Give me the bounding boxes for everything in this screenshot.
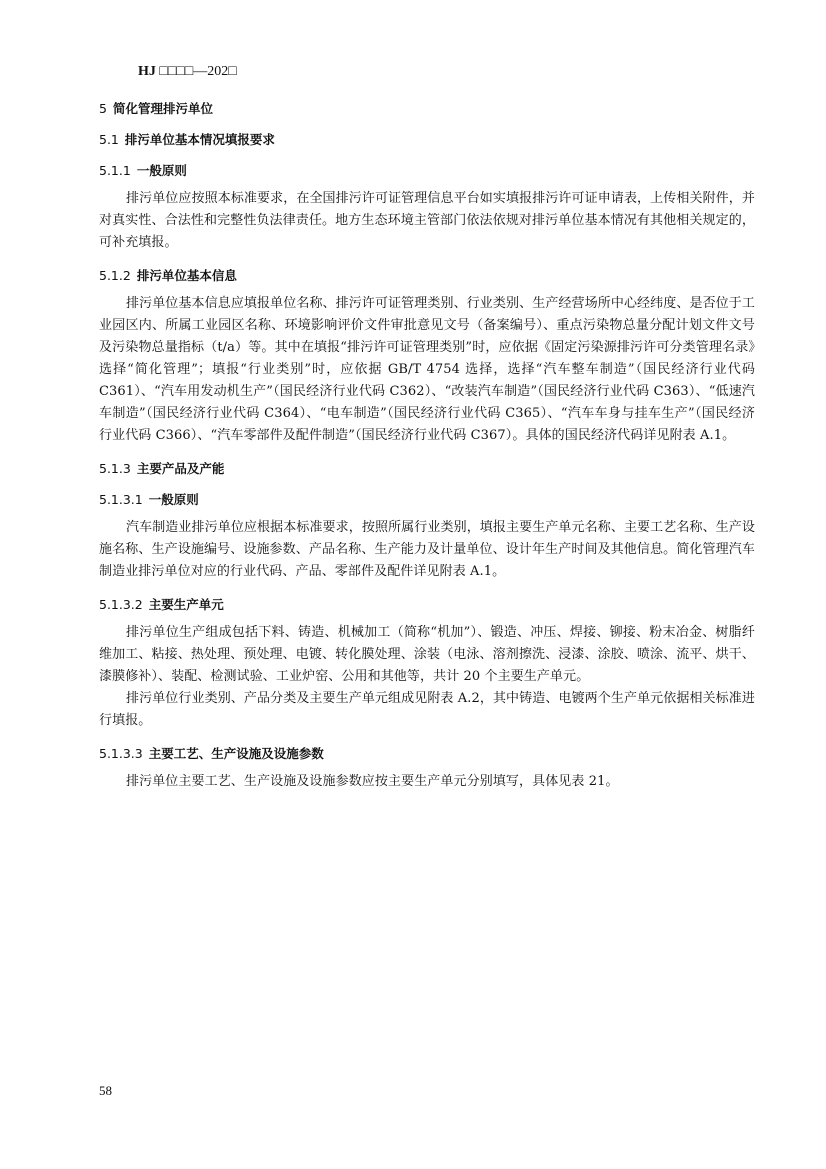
section-heading — [99, 162, 755, 180]
section-title: 一般原则 — [136, 163, 187, 178]
section-number: 5.1.1 — [99, 163, 131, 178]
section-heading — [99, 460, 755, 478]
section-number: 5.1.3.1 — [99, 492, 143, 507]
section-title: 主要产品及产能 — [136, 461, 225, 476]
section-heading — [99, 131, 755, 149]
section-heading — [99, 100, 755, 118]
body-paragraph: 排污单位基本信息应填报单位名称、排污许可证管理类别、行业类别、生产经营场所中心经纬度、是否位于工业园区内、所属工业园区名称、环境影响评价文件审批意见文号（备案编号）、重点污染物总量分配计划文件文号及污染物总量指标（t/a）等。其中在填报“排污许可证管理类别”时，应依据《固定污染源排污许可分类管理名录》选择“简化管理”；填报“行业类别”时，应依据 GB/T 4754 选择，选择“汽车整车制造”（国民经济行业代码 C361）、“汽车用发动机生产”（国民经济行业代码 C362）、“改装汽车制造”（国民经济行业代码 C363）、“低速汽车制造”（国民经济行业代码 C364）、“电车制造”（国民经济行业代码 C365）、“汽车车身与挂车生产”（国民经济行业代码 C366）、“汽车零部件及配件制造”（国民经济行业代码 C367）。具体的国民经济代码详见附表 A.1。 — [99, 296, 755, 443]
section-heading — [99, 491, 755, 509]
document-body — [99, 100, 755, 793]
section-title: 主要工艺、生产设施及设施参数 — [148, 746, 324, 761]
body-paragraph: 排污单位应按照本标准要求，在全国排污许可证管理信息平台如实填报排污许可证申请表，上传相关附件，并对真实性、合法性和完整性负法律责任。地方生态环境主管部门依法依规对排污单位基本情况有其他相关规定的，可补充填报。 — [99, 191, 755, 250]
section-number: 5 — [99, 101, 107, 116]
section-title: 一般原则 — [148, 492, 199, 507]
body-paragraph: 排污单位行业类别、产品分类及主要生产单元组成见附表 A.2，其中铸造、电镀两个生产单元依据相关标准进行填报。 — [99, 691, 755, 728]
body-paragraph: 汽车制造业排污单位应根据本标准要求，按照所属行业类别，填报主要生产单元名称、主要工艺名称、生产设施名称、生产设施编号、设施参数、产品名称、生产能力及计量单位、设计年生产时间及其他信息。简化管理汽车制造业排污单位对应的行业代码、产品、零部件及配件详见附表 A.1。 — [99, 520, 755, 579]
section-heading — [99, 596, 755, 614]
page-number: 58 — [99, 1083, 112, 1098]
standard-code-prefix: HJ — [138, 64, 156, 79]
section-heading — [99, 267, 755, 285]
standard-code-number: □□□□—202□ — [159, 64, 237, 79]
body-paragraph: 排污单位主要工艺、生产设施及设施参数应按主要生产单元分别填写，具体见表 21。 — [126, 774, 619, 789]
section-title: 主要生产单元 — [148, 597, 224, 612]
section-number: 5.1.3.2 — [99, 597, 143, 612]
standard-code-header — [138, 64, 237, 80]
section-title: 排污单位基本信息 — [136, 268, 237, 283]
body-paragraph: 排污单位生产组成包括下料、铸造、机械加工（简称“机加”）、锻造、冲压、焊接、铆接、粉末冶金、树脂纤维加工、粘接、热处理、预处理、电镀、转化膜处理、涂装（电泳、溶剂擦洗、浸漆、涂胶、喷涂、流平、烘干、漆膜修补）、装配、检测试验、工业炉窑、公用和其他等，共计 20 个主要生产单元。 — [99, 625, 755, 684]
section-number: 5.1.3.3 — [99, 746, 143, 761]
section-number: 5.1 — [99, 132, 119, 147]
section-heading — [99, 745, 755, 763]
section-title: 排污单位基本情况填报要求 — [124, 132, 275, 147]
section-title: 简化管理排污单位 — [112, 101, 213, 116]
section-number: 5.1.2 — [99, 268, 131, 283]
section-number: 5.1.3 — [99, 461, 131, 476]
